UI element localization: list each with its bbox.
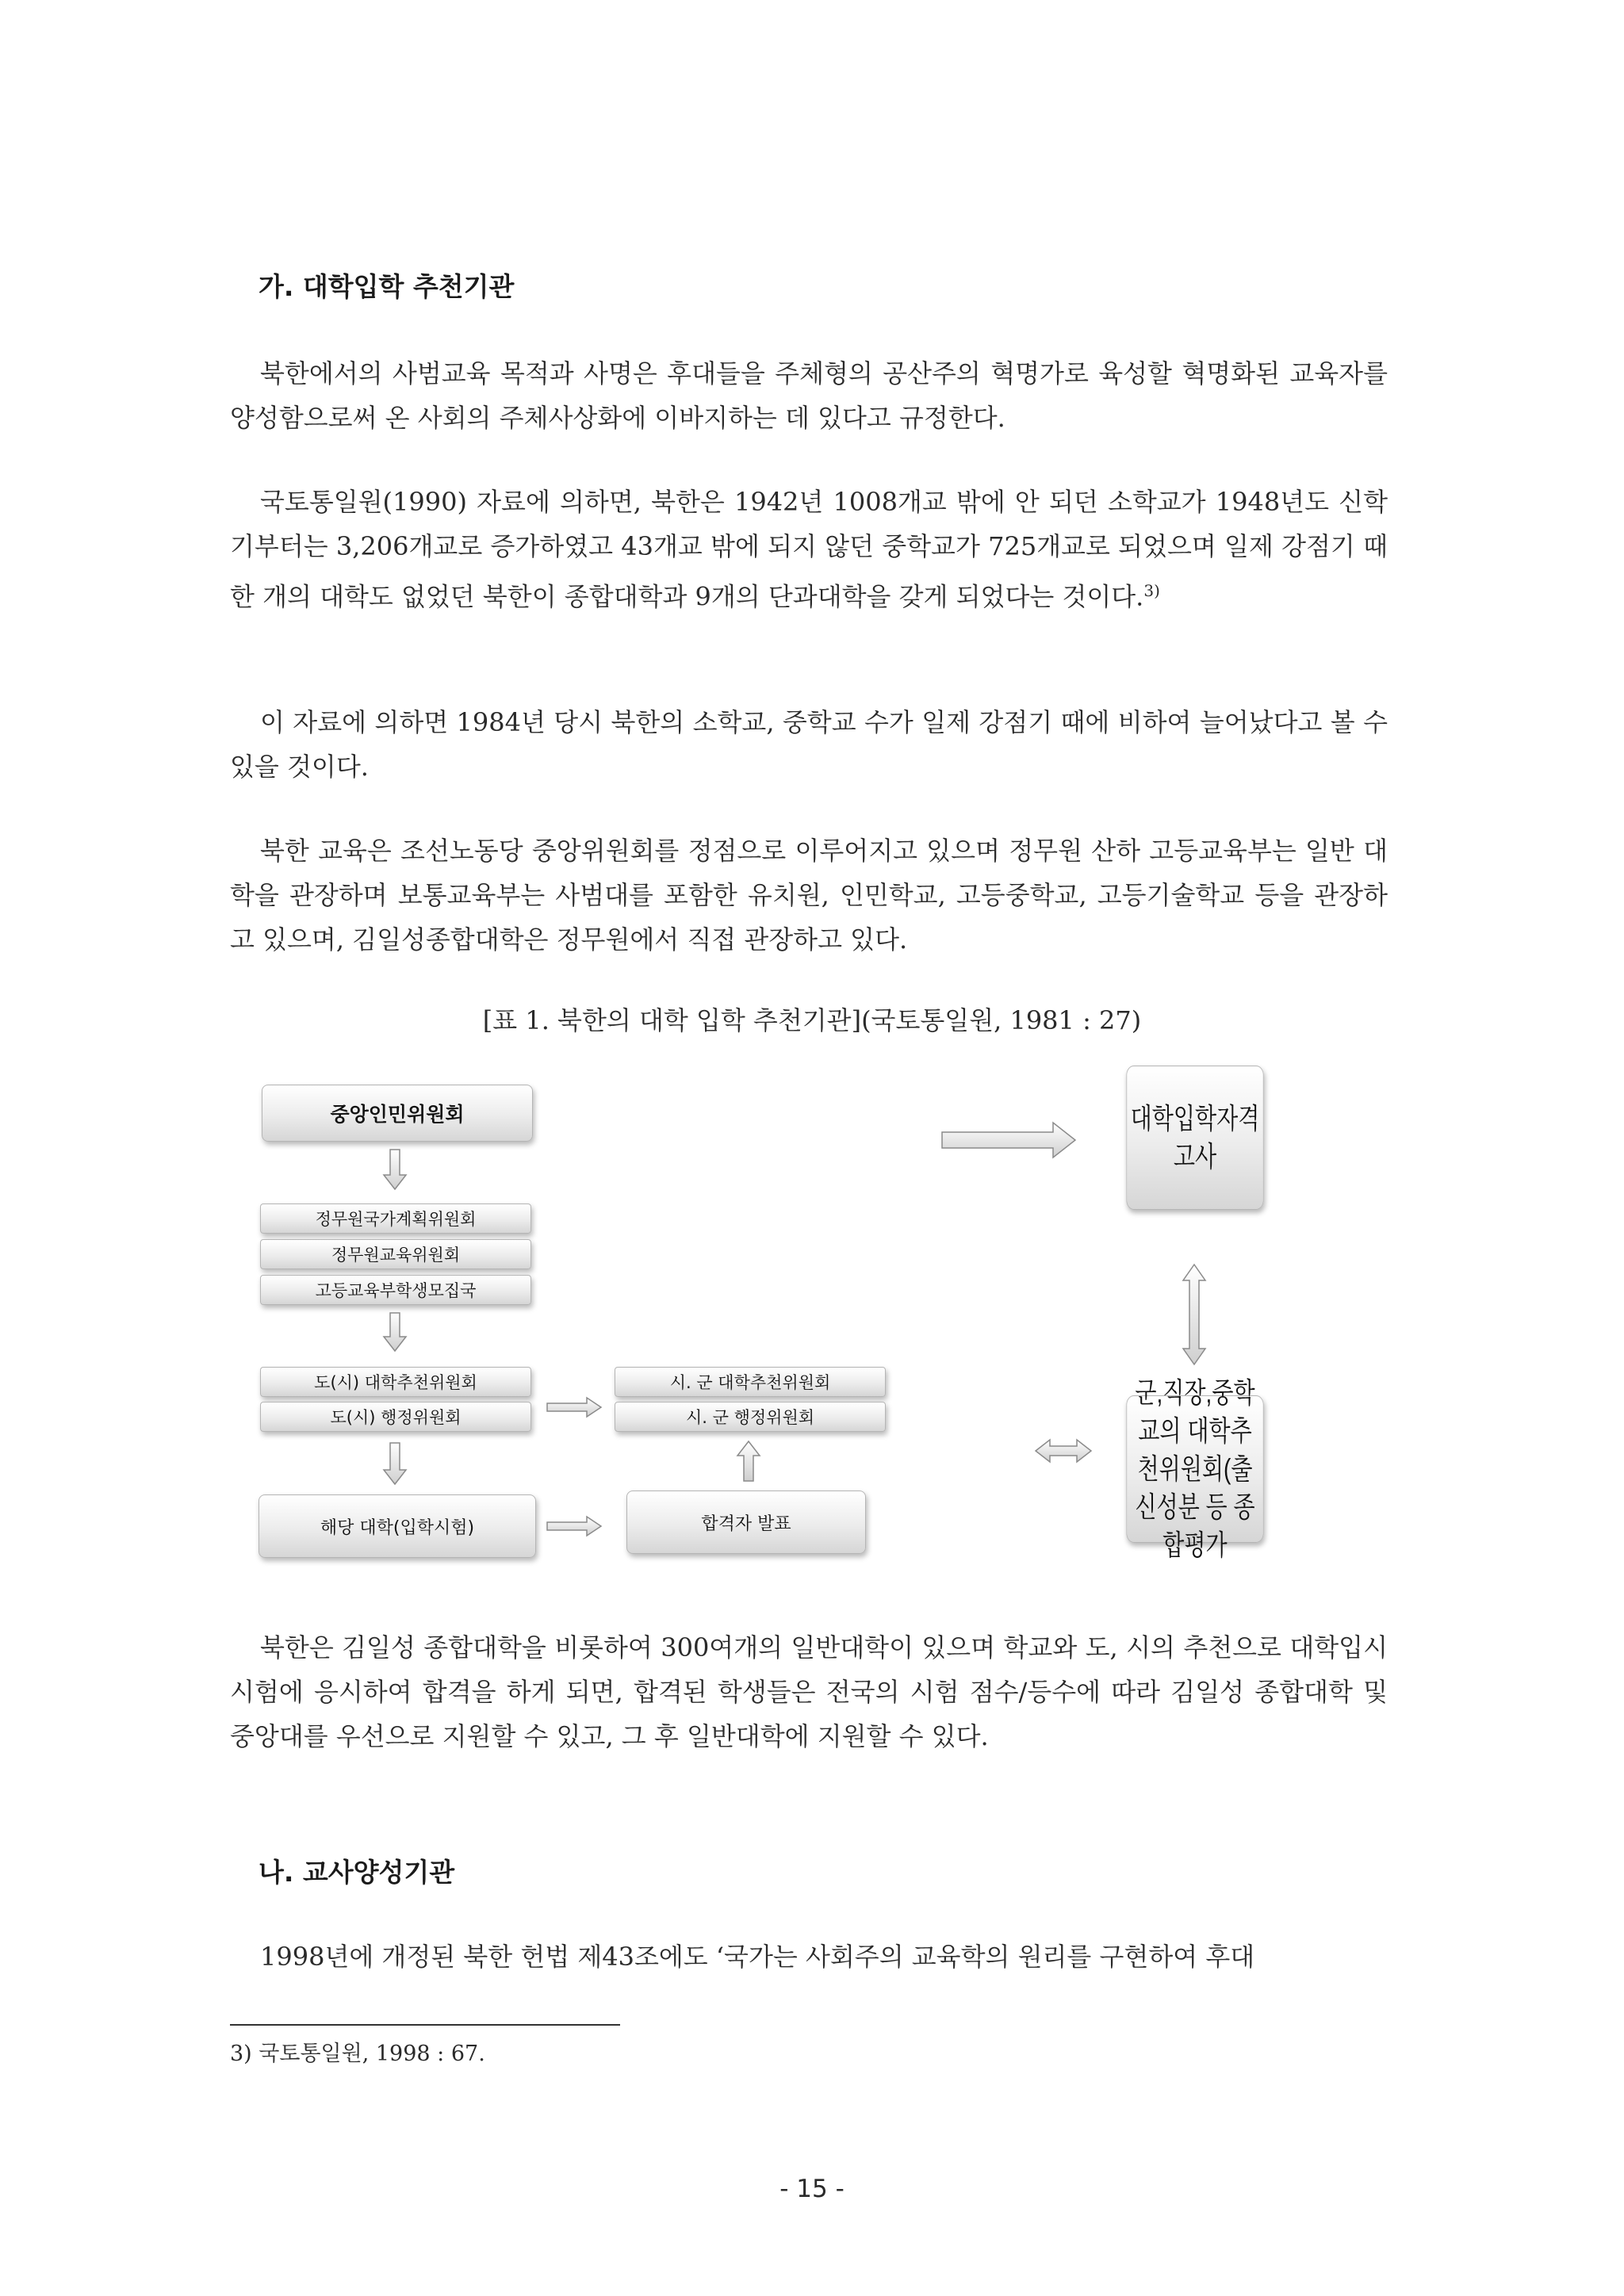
right-arrow-province-city [547, 1398, 601, 1417]
province-box-1: 도(시) 대학추천위원회 [260, 1367, 531, 1397]
paragraph-1: 북한에서의 사범교육 목적과 사명은 후대들을 주체형의 공산주의 혁명가로 육성할 혁명화된 교육자를 양성함으로써 온 사회의 주체사상화에 이바지하는 데 있다고 규정한다. [230, 358, 1388, 433]
paragraph-4: 북한 교육은 조선노동당 중앙위원회를 정점으로 이루어지고 있으며 정무원 산하 고등교육부는 일반 대학을 관장하며 보통교육부는 사범대를 포함한 유치원, 인민학교, 고등중학교, 고등기술학교 등을 관장하고 있으며, 김일성종합대학은 정무원에서 직접 관장하고 있다. [230, 836, 1388, 955]
down-arrow-2 [384, 1313, 406, 1351]
footnote: 3) 국토통일원, 1998 : 67. [230, 2042, 485, 2066]
double-arrow-horizontal [1036, 1440, 1091, 1462]
admission-flow-diagram [252, 1054, 1291, 1582]
paragraph-5: 북한은 김일성 종합대학을 비롯하여 300여개의 일반대학이 있으며 학교와 도, 시의 추천으로 대학입시시험에 응시하여 합격을 하게 되면, 합격된 학생들은 전국의 시험 점수/등수에 따라 김일성 종합대학 및 중앙대를 우선으로 지원할 수 있고, 그 후 일반대학에 지원할 수 있다. [230, 1632, 1388, 1751]
evaluation-line-2: 천위원회(출신성분 등 종 [1135, 1452, 1255, 1523]
city-box-1: 시. 군 대학추천위원회 [615, 1367, 886, 1397]
table-caption: [표 1. 북한의 대학 입학 추천기관](국토통일원, 1981 : 27) [482, 1005, 1142, 1035]
city-box-2: 시. 군 행정위원회 [615, 1402, 886, 1432]
section-heading-a: 가. 대학입학 추천기관 [259, 271, 515, 302]
right-arrow-university-announcement [547, 1517, 601, 1536]
paragraph-2-text: 국토통일원(1990) 자료에 의하면, 북한은 1942년 1008개교 밖에 안 되던 소학교가 1948년도 신학기부터는 3,206개교로 증가하였고 43개교 밖에 되지 않던 중학교가 725개교로 되었으며 일제 강점기 때 한 개의 대학도 없었던 북한이 종합대학과 9개의 단과대학을 갖게 되었다는 것이다. [230, 487, 1388, 612]
section-heading-b: 나. 교사양성기관 [259, 1857, 455, 1888]
double-arrow-vertical [1183, 1265, 1205, 1364]
ministry-box-3: 고등교육부학생모집국 [260, 1275, 531, 1305]
footnote-divider [230, 2024, 620, 2026]
down-arrow-3 [384, 1443, 406, 1484]
evaluation-line-3: 합평가 [1162, 1529, 1228, 1561]
central-committee-box: 중앙인민위원회 [262, 1085, 533, 1142]
paragraph-3: 이 자료에 의하면 1984년 당시 북한의 소학교, 중학교 수가 일제 강점기 때에 비하여 늘어났다고 볼 수 있을 것이다. [230, 707, 1388, 782]
qualification-exam-box: 대학입학자격고사 [1126, 1066, 1263, 1210]
province-box-2: 도(시) 행정위원회 [260, 1402, 531, 1432]
right-arrow-to-exam [942, 1123, 1075, 1158]
diagram-arrows [252, 1054, 1291, 1582]
ministry-box-2: 정무원교육위원회 [260, 1239, 531, 1269]
ministry-box-1: 정무원국가계획위원회 [260, 1203, 531, 1234]
announcement-box: 합격자 발표 [626, 1490, 866, 1554]
evaluation-line-1: 군,직장,중학교의 대학추 [1135, 1376, 1255, 1447]
up-arrow-announcement-city [737, 1441, 760, 1481]
footnote-ref[interactable]: 3) [1143, 581, 1160, 600]
page-number: - 15 - [779, 2175, 845, 2203]
paragraph-6: 1998년에 개정된 북한 헌법 제43조에도 ‘국가는 사회주의 교육학의 원리를 구현하여 후대 [260, 1942, 1255, 1972]
down-arrow-1 [384, 1150, 406, 1189]
university-box: 해당 대학(입학시험) [259, 1494, 536, 1558]
paragraph-2 [230, 480, 1388, 619]
